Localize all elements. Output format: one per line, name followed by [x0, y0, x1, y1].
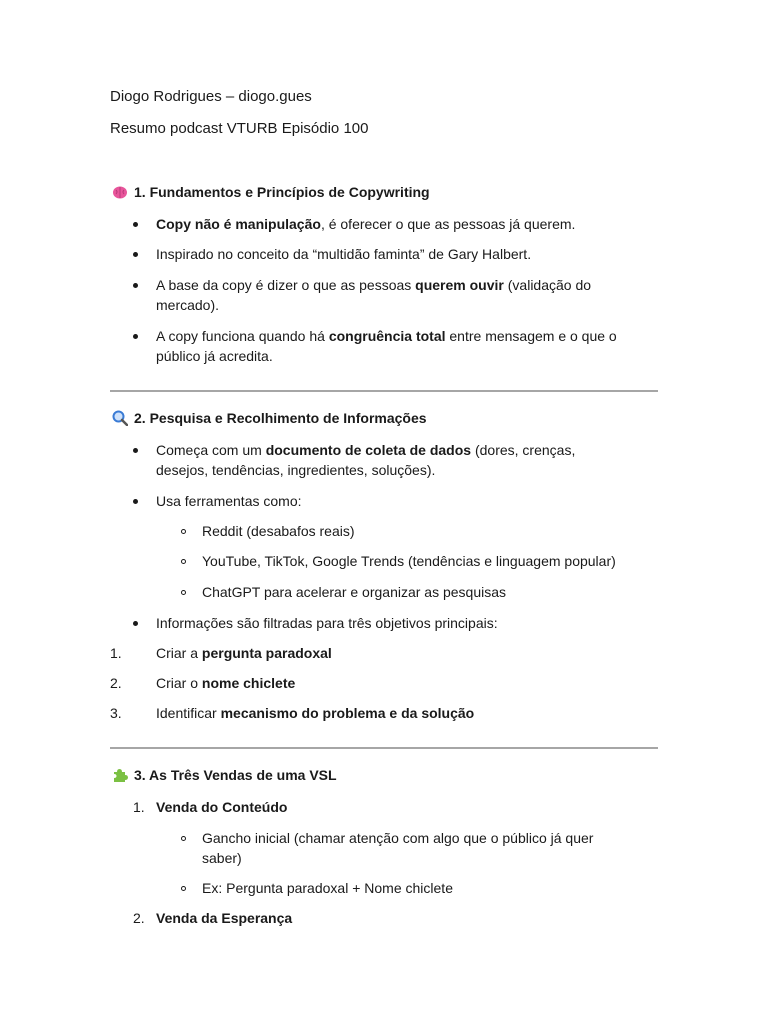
list-item-continuation: desejos, tendências, ingredientes, soluções). — [156, 462, 436, 478]
list-item-continuation: mercado). — [156, 297, 220, 313]
author-line: Diogo Rodrigues – diogo.gues — [110, 88, 312, 105]
document-subtitle: Resumo podcast VTURB Episódio 100 — [110, 120, 369, 137]
section-2-title: 2. Pesquisa e Recolhimento de Informações — [112, 410, 427, 426]
numbered-marker: 1. — [110, 645, 122, 661]
sub-list-item: YouTube, TikTok, Google Trends (tendências e linguagem popular) — [202, 553, 616, 569]
numbered-item: Venda do Conteúdo — [156, 799, 288, 815]
sub-list-item: Ex: Pergunta paradoxal + Nome chiclete — [202, 880, 453, 896]
sub-bullet-marker — [181, 529, 186, 534]
sub-bullet-marker — [181, 886, 186, 891]
sub-list-item-continuation: saber) — [202, 850, 242, 866]
numbered-item: Criar o nome chiclete — [156, 675, 296, 691]
sub-list-item: ChatGPT para acelerar e organizar as pesquisas — [202, 584, 507, 600]
numbered-marker: 2. — [110, 675, 122, 691]
list-item: A copy funciona quando há congruência total entre mensagem e o que o — [156, 328, 617, 344]
section-divider — [110, 747, 658, 749]
bullet-marker — [133, 621, 138, 626]
sub-list-item: Gancho inicial (chamar atenção com algo que o público já quer — [202, 830, 594, 846]
numbered-item: Venda da Esperança — [156, 910, 293, 926]
list-item: Inspirado no conceito da “multidão faminta” de Gary Halbert. — [156, 246, 532, 262]
bullet-marker — [133, 499, 138, 504]
list-item: Usa ferramentas como: — [156, 493, 302, 509]
numbered-marker: 1. — [133, 799, 145, 815]
bullet-marker — [133, 252, 138, 257]
magnifier-icon — [112, 410, 128, 426]
numbered-marker: 3. — [110, 705, 122, 721]
section-divider — [110, 390, 658, 392]
sub-bullet-marker — [181, 590, 186, 595]
list-item-continuation: público já acredita. — [156, 348, 273, 364]
bullet-marker — [133, 283, 138, 288]
brain-icon — [112, 184, 128, 200]
list-item: Copy não é manipulação, é oferecer o que as pessoas já querem. — [156, 216, 576, 232]
list-item: Começa com um documento de coleta de dados (dores, crenças, — [156, 442, 576, 458]
bullet-marker — [133, 334, 138, 339]
numbered-marker: 2. — [133, 910, 145, 926]
bullet-marker — [133, 448, 138, 453]
puzzle-icon — [112, 767, 128, 783]
bullet-marker — [133, 222, 138, 227]
sub-list-item: Reddit (desabafos reais) — [202, 523, 355, 539]
section-1-title: 1. Fundamentos e Princípios de Copywriting — [112, 184, 430, 200]
list-item: A base da copy é dizer o que as pessoas querem ouvir (validação do — [156, 277, 592, 293]
numbered-item: Criar a pergunta paradoxal — [156, 645, 332, 661]
numbered-item: Identificar mecanismo do problema e da solução — [156, 705, 475, 721]
sub-bullet-marker — [181, 836, 186, 841]
sub-bullet-marker — [181, 559, 186, 564]
section-3-title: 3. As Três Vendas de uma VSL — [112, 767, 337, 783]
list-item: Informações são filtradas para três objetivos principais: — [156, 615, 498, 631]
